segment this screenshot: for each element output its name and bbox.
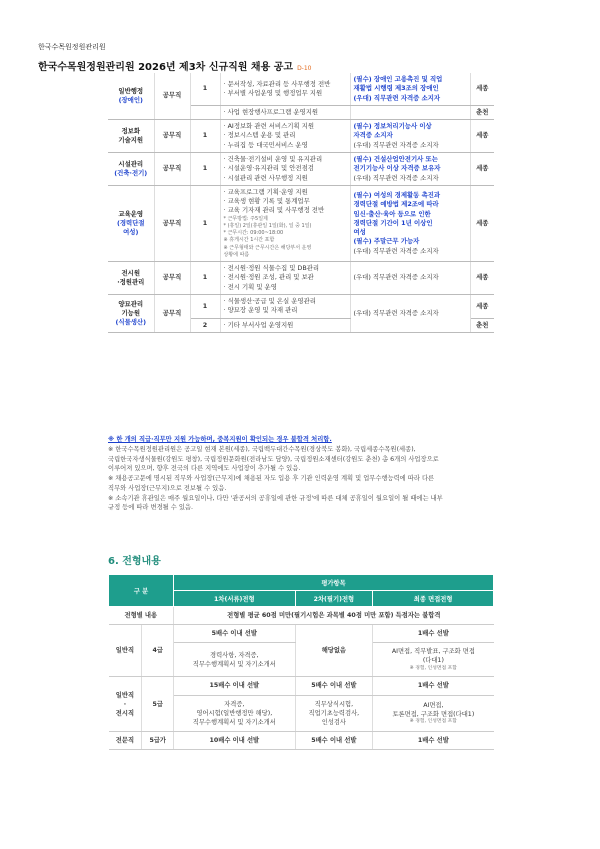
region: 세종 [470, 295, 494, 319]
duty-line: · 교육생 현황 기록 및 통계업무 [223, 197, 310, 206]
type-line: · [123, 700, 127, 708]
duty-line: · 누리집 등 대국민서비스 운영 [223, 140, 308, 149]
duty-line: · 양묘장 운영 및 자재 관리 [223, 306, 298, 315]
qual-line: (필수) 건설산업안전기사 또는 [353, 154, 438, 163]
headcount: 1 [190, 152, 220, 185]
selection-grade: 4급 [142, 625, 174, 677]
detail-note: ※ 경험, 인성면접 포함 [409, 665, 457, 671]
headcount: 1 [190, 73, 220, 105]
qualifications [350, 105, 470, 119]
duty-line: · 건축물·전기설비 운영 및 유지관리 [223, 154, 323, 163]
duty-line: · 정보시스템 운용 및 관리 [223, 131, 296, 140]
job-grade: 공무직 [154, 185, 190, 261]
footnote-f4 [108, 494, 508, 514]
second-count: 5배수 이내 선발 [295, 731, 373, 749]
detail-line: 직무상식시험, [314, 700, 354, 708]
qual-line: 여성 [353, 228, 366, 237]
selection-type: 전문직 [109, 731, 142, 749]
footnote-line: 국립한국자생식물원(강원도 평창), 국립정원문화원(전라남도 담양), 국립정원소재센터(강원도 춘천) 총 6개의 사업장으로 [108, 455, 439, 463]
header-pyeongga: 평가항목 [174, 575, 494, 591]
first-count: 5배수 이내 선발 [174, 625, 295, 643]
qualifications [350, 73, 470, 105]
footnote-line: 직무와 사업장(근무지)으로 전보될 수 있음. [108, 484, 227, 492]
footnotes [108, 435, 508, 513]
category-line: (식물생산) [115, 318, 147, 327]
region: 세종 [470, 185, 494, 261]
selection-row [109, 677, 494, 695]
qual-line: (필수) 주말근무 가능자 [353, 237, 420, 246]
page-title: 한국수목원정원관리원 2026년 제3차 신규직원 채용 공고 D-10 [38, 62, 312, 73]
category-line: 기술지원 [118, 136, 144, 145]
qualifications [350, 185, 470, 261]
header-first: 1차(서류)전형 [174, 591, 295, 607]
selection-type: 일반직 [109, 625, 142, 677]
category-line: 시설관리 [118, 159, 144, 168]
category-line: (경력단절 [116, 218, 145, 227]
qual-line: (필수) 여성의 경제활동 촉진과 [353, 191, 441, 199]
region: 세종 [470, 152, 494, 185]
category-line: 기능원 [121, 308, 141, 317]
second-count: 해당없음 [295, 625, 373, 677]
final-detail [373, 643, 494, 677]
detail-line: (다대1) [422, 657, 444, 665]
dday-badge: D-10 [297, 65, 312, 72]
duty-line: · 부서별 사업운영 및 행정업무 지원 [223, 88, 323, 97]
footnote-f2 [108, 445, 508, 474]
duty-note: * 근무방법: 주5일제 [223, 215, 268, 222]
duty-note: ※ 휴게시간 1시간 포함 [223, 237, 275, 244]
headcount: 1 [190, 295, 220, 319]
headcount: 1 [190, 262, 220, 295]
qualifications [350, 262, 470, 295]
duties [220, 185, 350, 261]
qual-line: (우대) 직무관련 자격증 소지자 [353, 273, 439, 282]
detail-line: 토론면접, 구조화 면접(다대1) [392, 710, 475, 718]
qualifications [350, 120, 470, 153]
category-line: 일반행정 [118, 86, 144, 95]
org-name: 한국수목원정원관리원 [38, 43, 106, 51]
footnote-line: ※ 한국수목원정원관리원은 공고일 현재 본원(세종), 국립백두대간수목원(경상북도 봉화), 국립세종수목원(세종), [108, 445, 416, 453]
detail-line: 자격증, [224, 700, 245, 708]
qual-line: 경력단절 기간이 1년 이상인 [353, 218, 433, 227]
category-line: 여성) [123, 228, 139, 237]
duties [220, 318, 350, 332]
job-grade: 공무직 [154, 73, 190, 120]
job-grade: 공무직 [154, 152, 190, 185]
position-row [108, 185, 494, 261]
position-category [108, 295, 154, 333]
position-row [108, 152, 494, 185]
duty-line: · 시설관리 관련 사무행정 지원 [223, 173, 308, 182]
duty-line: · 사업 현장행사프로그램 운영지원 [223, 107, 319, 116]
selection-grade: 5급 [142, 677, 174, 732]
category-line: (건축·전기) [114, 168, 148, 177]
duties [220, 152, 350, 185]
region: 세종 [470, 262, 494, 295]
header-gubun: 구 분 [109, 575, 174, 607]
duty-line: · 전시원·정원 조성, 관리 및 보관 [223, 273, 314, 282]
footnote-duplicate: ※ 한 개의 직급·직무만 지원 가능하며, 중복지원이 확인되는 경우 불합격 처리함. [108, 436, 332, 443]
detail-line: AI면접, [423, 701, 444, 709]
category-line: ·정원관리 [117, 278, 145, 287]
first-detail [174, 695, 295, 731]
qual-line: (우대) 직무관련 자격증 소지자 [353, 93, 441, 102]
duty-line: · 시설운영·유지관리 및 안전점검 [223, 164, 314, 173]
qual-line: 자격증 소지자 [353, 131, 393, 140]
qual-line: 임신·출산·육아 등으로 인한 [353, 209, 431, 218]
qualifications [350, 152, 470, 185]
selection-table [108, 574, 494, 750]
duty-line: · 교육프로그램 기획·운영 지원 [223, 187, 308, 196]
duty-line: · AI정보화 관련 서비스기획 지원 [223, 122, 314, 131]
job-grade: 공무직 [154, 120, 190, 153]
second-detail [295, 695, 373, 731]
footnote-line: ※ 소속기관 휴관일은 매주 월요일이나, 다만 '관공서의 공휴일에 관한 규정'에 따른 대체 공휴일이 월요일이 될 때에는 내부 [108, 494, 443, 502]
duties [220, 73, 350, 105]
duties [220, 105, 350, 119]
position-category [108, 262, 154, 295]
detail-line: AI면접, 직무발표, 구조화 면접 [391, 648, 475, 656]
duty-line: · 전시원·정원 식물수집 및 DB관리 [223, 264, 320, 273]
final-count: 1배수 선발 [373, 677, 494, 695]
region: 춘천 [470, 318, 494, 332]
selection-row [109, 731, 494, 749]
category-line: 교육운영 [118, 209, 144, 218]
final-detail [373, 695, 494, 731]
position-row [108, 73, 494, 105]
qual-line: (필수) 정보처리기능사 이상 [353, 122, 432, 131]
qual-line: (우대) 직무관련 자격증 소지자 [353, 140, 439, 149]
category-line: (장애인) [118, 96, 143, 105]
content-label: 전형별 내용 [109, 607, 174, 625]
detail-line: 영어시험(일반행정만 해당), [196, 709, 273, 717]
detail-line: 직업기초능력검사, [308, 709, 360, 717]
detail-line: 직무수행계획서 및 자기소개서 [192, 660, 276, 668]
detail-line: 경력사항, 자격증, [210, 651, 259, 659]
header-second: 2차(필기)전형 [295, 591, 373, 607]
headcount: 1 [190, 185, 220, 261]
duty-line: · 교육 기자재 관리 및 사무행정 전반 [223, 206, 325, 215]
final-count: 1배수 선발 [373, 625, 494, 643]
region: 세종 [470, 73, 494, 105]
category-line: 정보화 [121, 126, 141, 135]
duties [220, 120, 350, 153]
type-line: 전시직 [115, 709, 135, 717]
duty-line: · 기타 부서사업 운영지원 [223, 320, 294, 329]
duty-line: · 식물생산·공급 및 온실 운영관리 [223, 297, 316, 305]
position-row [108, 120, 494, 153]
headcount [190, 105, 220, 119]
content-value: 전형별 평균 60점 미만(필기시험은 과목별 40점 미만 포함) 득점자는 불합격 [174, 607, 494, 625]
position-category [108, 152, 154, 185]
headcount: 2 [190, 318, 220, 332]
detail-line: 인성검사 [321, 718, 347, 726]
detail-note: ※ 경험, 인성면접 포함 [409, 718, 457, 724]
job-grade: 공무직 [154, 262, 190, 295]
header-final: 최종 면접전형 [373, 591, 494, 607]
position-category [108, 73, 154, 120]
first-count: 10배수 이내 선발 [174, 731, 295, 749]
selection-row [109, 625, 494, 643]
job-grade: 공무직 [154, 295, 190, 333]
duties [220, 262, 350, 295]
duty-line: · 전시 기획 및 운영 [223, 282, 277, 291]
category-line: 양묘관리 [118, 299, 144, 308]
duty-line: · 문서작성, 자료관리 등 사무행정 전반 [223, 79, 331, 88]
positions-table [108, 73, 494, 333]
duty-note: 상황에 따름 [223, 251, 250, 258]
section-title: 6. 전형내용 [108, 556, 161, 567]
first-detail [174, 643, 295, 677]
final-count: 1배수 선발 [373, 731, 494, 749]
selection-grade: 5급가 [142, 731, 174, 749]
first-count: 15배수 이내 선발 [174, 677, 295, 695]
duty-note: * 근무시간: 09:00~18:00 [223, 230, 284, 237]
position-category [108, 120, 154, 153]
qual-line: (우대) 직무관련 자격증 소지자 [353, 246, 439, 255]
qual-line: (필수) 장애인 고용촉진 및 직업 [353, 75, 443, 83]
detail-line: 직무수행계획서 및 자기소개서 [192, 718, 276, 726]
region: 춘천 [470, 105, 494, 119]
type-line: 일반직 [115, 691, 135, 699]
second-count: 5배수 이내 선발 [295, 677, 373, 695]
qualifications [350, 295, 470, 333]
position-category [108, 185, 154, 261]
duties [220, 295, 350, 319]
duty-note: * (휴일) 2일(휴관일 1일(화), 일 중 1일) [223, 222, 312, 229]
headcount: 1 [190, 120, 220, 153]
qual-line: (우대) 직무관련 자격증 소지자 [353, 173, 439, 182]
qual-line: 전기기능사 이상 자격증 보유자 [353, 164, 441, 173]
qual-line: 재활법 시행령 제3조의 장애인 [353, 84, 439, 93]
selection-type [109, 677, 142, 732]
category-line: 전시원 [121, 268, 141, 277]
footnote-f3 [108, 474, 508, 494]
footnote-line: 이루어져 있으며, 향후 전국의 다른 지역에도 사업장이 추가될 수 있음. [108, 465, 301, 473]
footnote-line: 규정 등에 따라 변경될 수 있음. [108, 504, 194, 512]
duty-note: ※ 근무형태와 근무시간은 해당부서 운영 [223, 244, 312, 251]
position-row [108, 295, 494, 319]
footnote-line: ※ 채용공고문에 명시된 직무와 사업장(근무지)에 채용된 자도 입용 후 기관 인력운영 계획 및 업무수행능력에 따라 다른 [108, 475, 435, 482]
position-row [108, 262, 494, 295]
region: 세종 [470, 120, 494, 153]
qual-line: 경력단절 예방법 제2조에 따라 [353, 200, 439, 209]
qual-line: (우대) 직무관련 자격증 소지자 [353, 308, 439, 317]
